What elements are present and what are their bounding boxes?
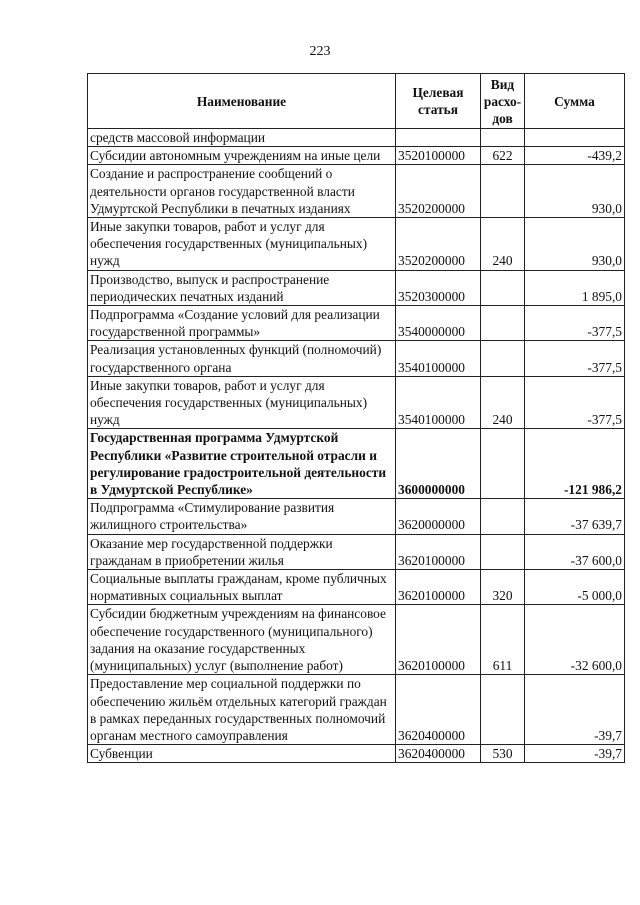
row-name: Социальные выплаты гражданам, кроме публичных нормативных социальных выплат [88, 570, 396, 605]
table-row [88, 270, 625, 305]
row-name: Предоставление мер социальной поддержки по обеспечению жильём отдельных категорий граждан в рамках переданных государственных полномочий органам местного самоуправления [88, 675, 396, 745]
row-expense-type [481, 165, 525, 218]
row-expense-type [481, 306, 525, 341]
table-row [88, 570, 625, 605]
table-header-row [88, 74, 625, 129]
table-row [88, 147, 625, 165]
row-expense-type: 240 [481, 218, 525, 271]
row-sum: -377,5 [525, 376, 625, 429]
row-name: средств массовой информации [88, 129, 396, 147]
row-sum: -32 600,0 [525, 605, 625, 675]
header-sum: Сумма [525, 74, 625, 129]
header-expense-type: Вид расхо-дов [481, 74, 525, 129]
row-expense-type: 530 [481, 745, 525, 763]
table-row [88, 499, 625, 534]
table-row [88, 165, 625, 218]
row-expense-type [481, 270, 525, 305]
row-name: Иные закупки товаров, работ и услуг для обеспечения государственных (муниципальных) нужд [88, 376, 396, 429]
row-target-article: 3620400000 [396, 745, 481, 763]
row-sum: 930,0 [525, 218, 625, 271]
row-target-article: 3620000000 [396, 499, 481, 534]
table-row [88, 605, 625, 675]
row-sum: -377,5 [525, 341, 625, 376]
row-expense-type: 320 [481, 570, 525, 605]
page-number: 223 [309, 44, 331, 59]
row-expense-type [481, 499, 525, 534]
row-expense-type: 240 [481, 376, 525, 429]
row-sum: -5 000,0 [525, 570, 625, 605]
table-row [88, 218, 625, 271]
row-expense-type [481, 534, 525, 569]
row-target-article: 3600000000 [396, 429, 481, 499]
row-name: Реализация установленных функций (полномочий) государственного органа [88, 341, 396, 376]
table-row [88, 341, 625, 376]
row-target-article: 3540100000 [396, 341, 481, 376]
row-name: Субсидии бюджетным учреждениям на финансовое обеспечение государственного (муниципального) задания на оказание государственных (муниципальных) услуг (выполнение работ) [88, 605, 396, 675]
row-target-article: 3620100000 [396, 534, 481, 569]
table-row [88, 675, 625, 745]
table-row-program [88, 429, 625, 499]
row-sum: 930,0 [525, 165, 625, 218]
row-expense-type [481, 341, 525, 376]
row-expense-type [481, 129, 525, 147]
table-row [88, 129, 625, 147]
row-sum: -377,5 [525, 306, 625, 341]
row-target-article: 3520200000 [396, 165, 481, 218]
budget-table [87, 73, 625, 763]
row-sum: 1 895,0 [525, 270, 625, 305]
row-name: Подпрограмма «Создание условий для реализации государственной программы» [88, 306, 396, 341]
table-row [88, 745, 625, 763]
row-target-article: 3620400000 [396, 675, 481, 745]
row-sum: -439,2 [525, 147, 625, 165]
row-target-article: 3540100000 [396, 376, 481, 429]
row-expense-type: 622 [481, 147, 525, 165]
row-sum: -37 639,7 [525, 499, 625, 534]
row-name: Создание и распространение сообщений о деятельности органов государственной власти Удмуртской Республики в печатных изданиях [88, 165, 396, 218]
row-name: Субвенции [88, 745, 396, 763]
table-row [88, 376, 625, 429]
row-expense-type: 611 [481, 605, 525, 675]
row-sum: -39,7 [525, 745, 625, 763]
row-name: Производство, выпуск и распространение периодических печатных изданий [88, 270, 396, 305]
row-name: Оказание мер государственной поддержки гражданам в приобретении жилья [88, 534, 396, 569]
header-name: Наименование [88, 74, 396, 129]
row-sum: -39,7 [525, 675, 625, 745]
row-name: Подпрограмма «Стимулирование развития жилищного строительства» [88, 499, 396, 534]
row-sum: -121 986,2 [525, 429, 625, 499]
table-row [88, 534, 625, 569]
row-target-article: 3520300000 [396, 270, 481, 305]
table-row [88, 306, 625, 341]
row-target-article: 3520100000 [396, 147, 481, 165]
row-target-article: 3520200000 [396, 218, 481, 271]
row-name: Государственная программа Удмуртской Республики «Развитие строительной отрасли и регулирование градостроительной деятельности в Удмуртской Республике» [88, 429, 396, 499]
row-expense-type [481, 429, 525, 499]
header-target-article: Целевая статья [396, 74, 481, 129]
row-target-article: 3540000000 [396, 306, 481, 341]
row-sum [525, 129, 625, 147]
row-target-article: 3620100000 [396, 605, 481, 675]
row-expense-type [481, 675, 525, 745]
row-target-article: 3620100000 [396, 570, 481, 605]
row-target-article [396, 129, 481, 147]
row-sum: -37 600,0 [525, 534, 625, 569]
row-name: Субсидии автономным учреждениям на иные цели [88, 147, 396, 165]
row-name: Иные закупки товаров, работ и услуг для обеспечения государственных (муниципальных) нужд [88, 218, 396, 271]
